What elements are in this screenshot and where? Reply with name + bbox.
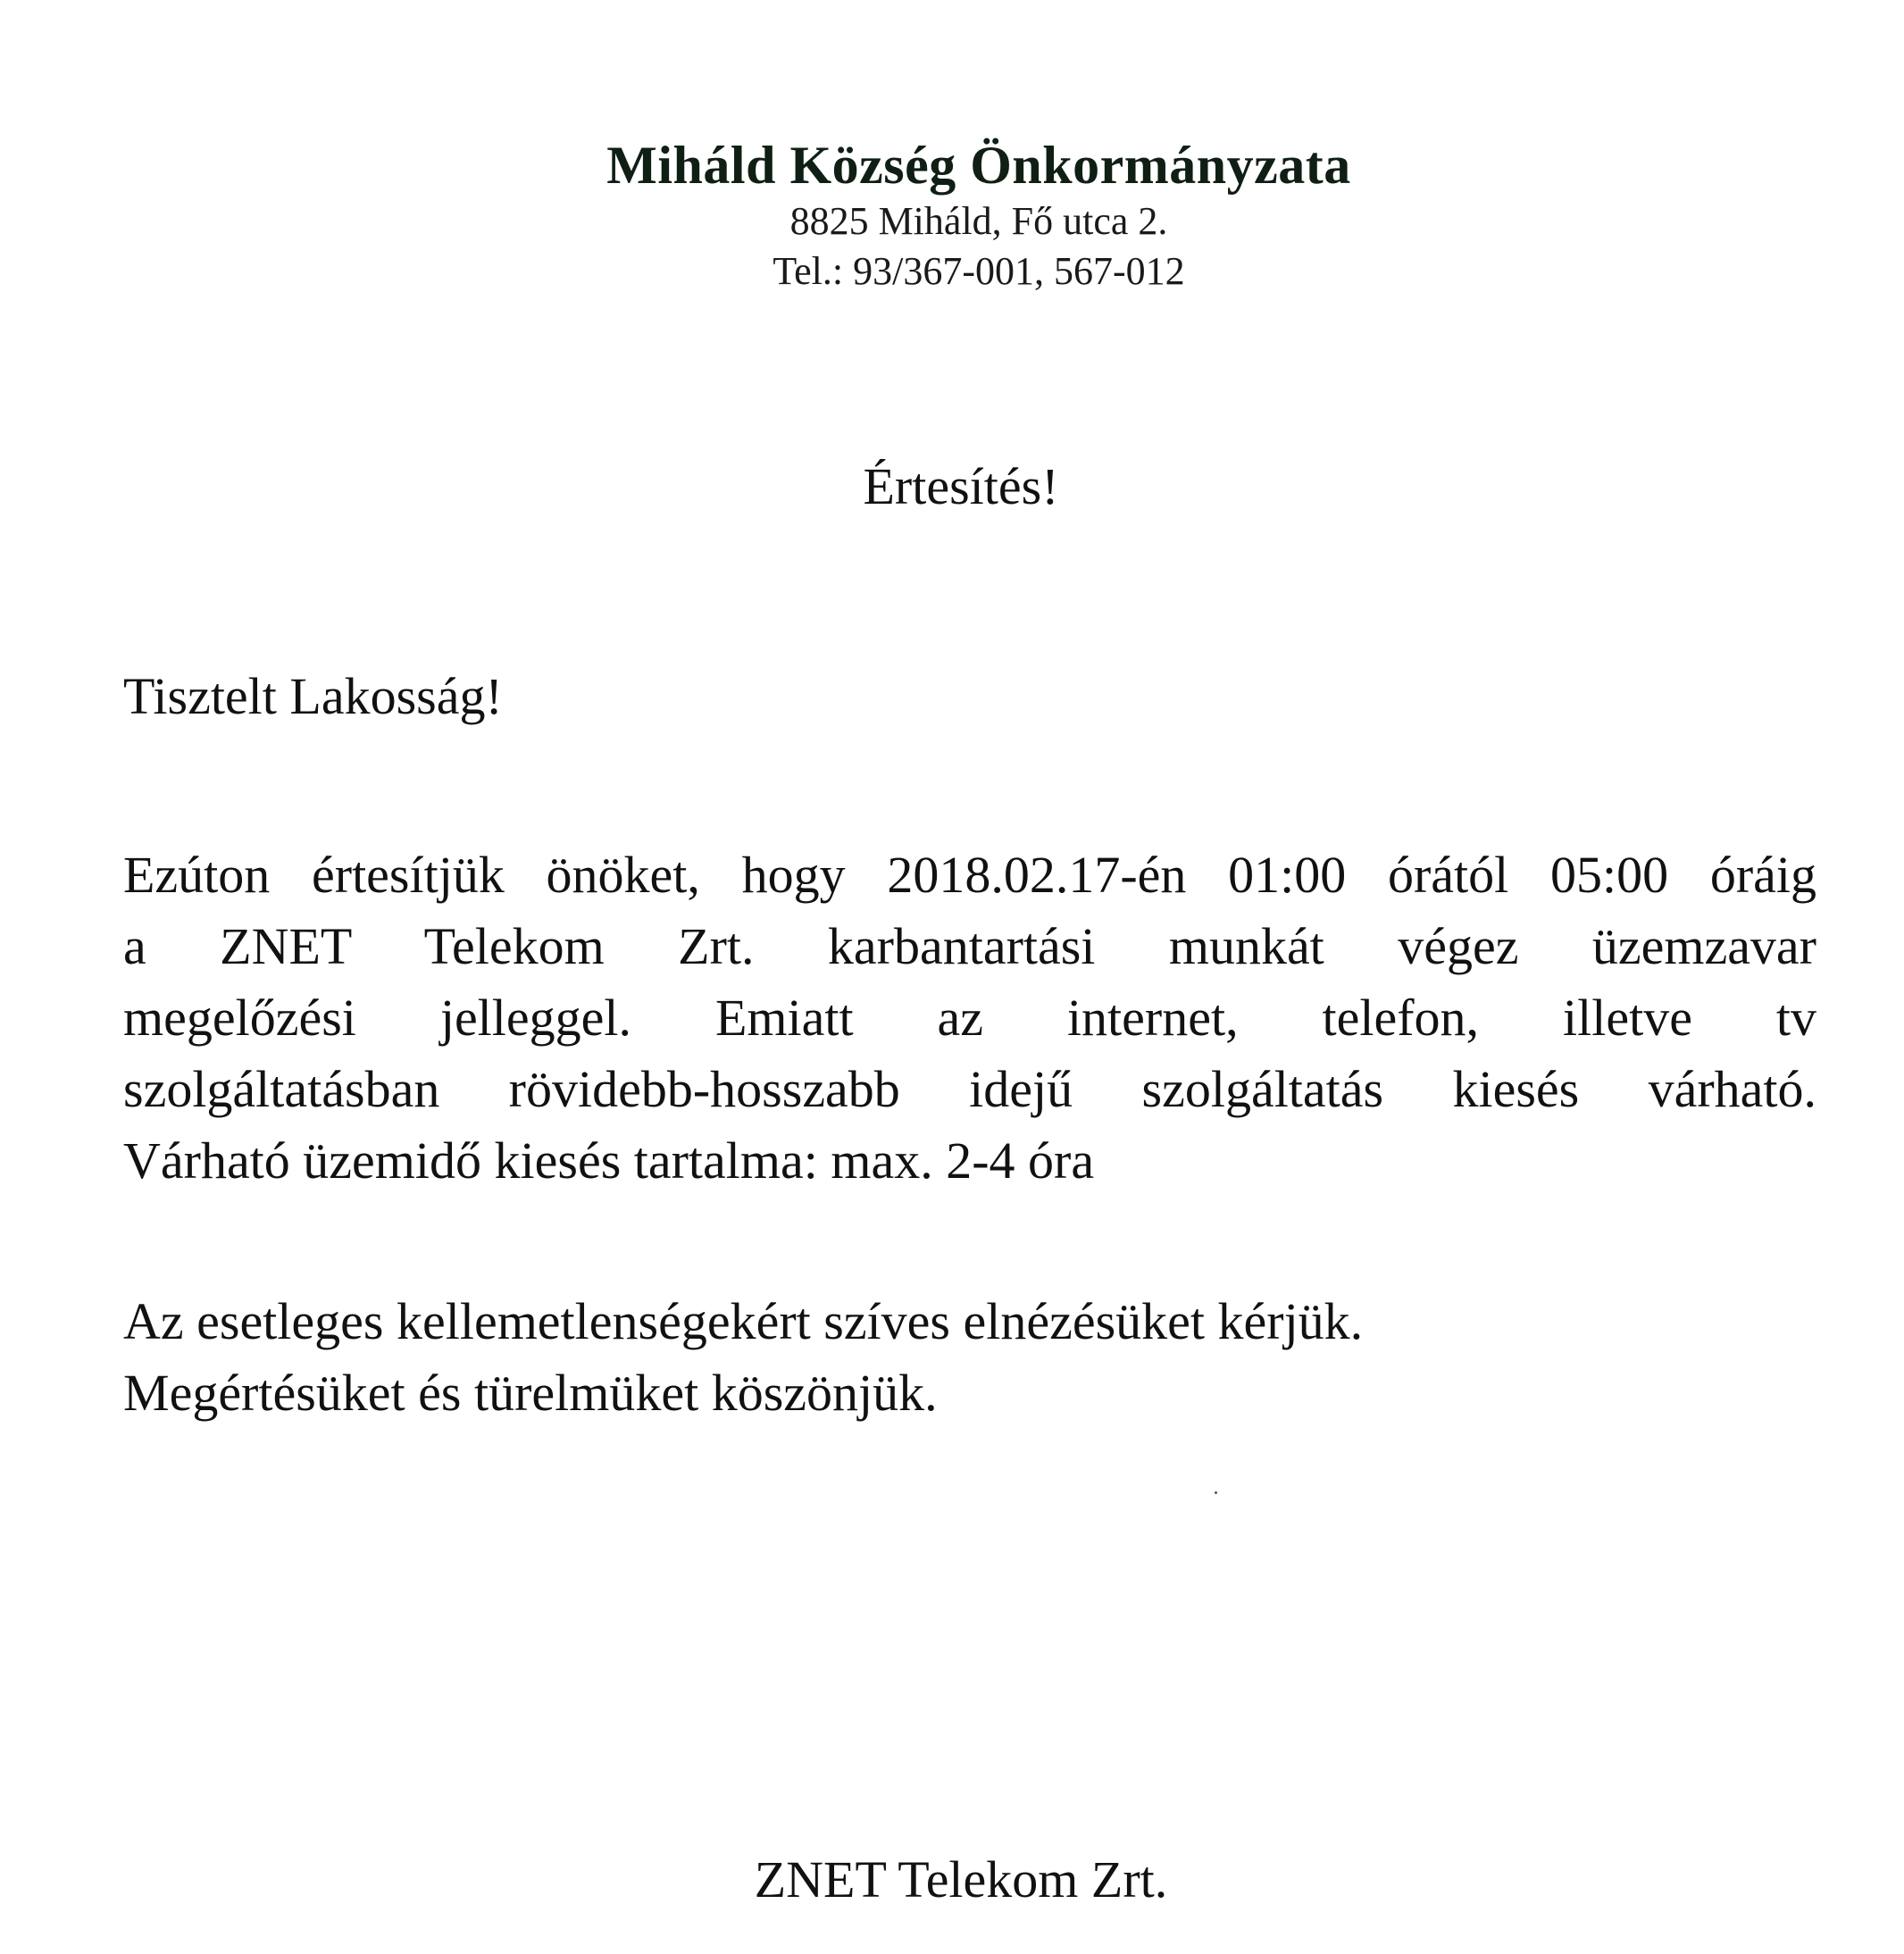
salutation: Tisztelt Lakosság! bbox=[123, 667, 503, 725]
body-line: a ZNET Telekom Zrt. karbantartási munkát végez üzemzavar bbox=[123, 917, 1816, 975]
closing-paragraph bbox=[123, 1286, 1363, 1429]
signature: ZNET Telekom Zrt. bbox=[754, 1850, 1168, 1908]
notice-title: Értesítés! bbox=[863, 457, 1059, 515]
letterhead bbox=[0, 134, 1904, 296]
organization-phone: Tel.: 93/367-001, 567-012 bbox=[772, 249, 1185, 293]
organization-address: 8825 Miháld, Fő utca 2. bbox=[789, 199, 1168, 243]
body-line: Ezúton értesítjük önöket, hogy 2018.02.17-én 01:00 órától 05:00 óráig bbox=[123, 846, 1816, 904]
body-line: szolgáltatásban rövidebb-hosszabb idejű szolgáltatás kiesés várható. bbox=[123, 1060, 1816, 1118]
body-line: Várható üzemidő kiesés tartalma: max. 2-4 óra bbox=[123, 1131, 1095, 1190]
scan-speck bbox=[1215, 1491, 1217, 1494]
body-paragraph bbox=[123, 839, 1816, 1197]
organization-name: Miháld Község Önkormányzata bbox=[606, 136, 1351, 195]
closing-line: Az esetleges kellemetlenségekért szíves elnézésüket kérjük. bbox=[123, 1292, 1364, 1350]
body-line: megelőzési jelleggel. Emiatt az internet, telefon, illetve tv bbox=[123, 989, 1816, 1047]
closing-line: Megértésüket és türelmüket köszönjük. bbox=[123, 1364, 938, 1422]
